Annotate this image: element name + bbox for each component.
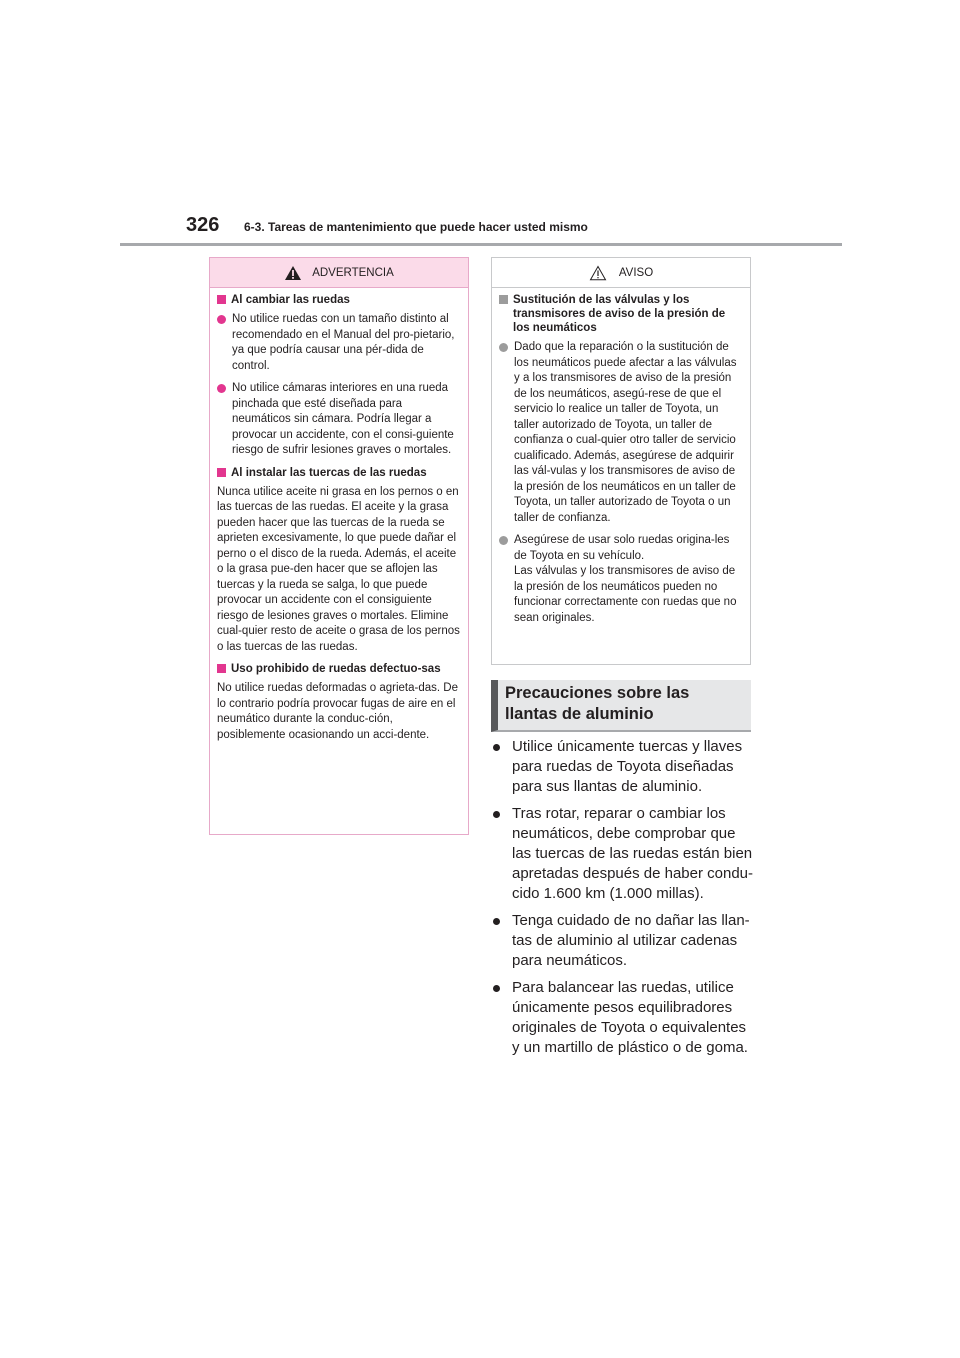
round-bullet-icon — [493, 811, 500, 818]
warning-subheading-2: Al instalar las tuercas de las ruedas — [217, 466, 460, 480]
list-item: Tras rotar, reparar o cambiar los neumáticos, debe comprobar que las tuercas de las ruedas están bien apretadas después de haber condu-cido 1.600 km (1.000 millas). — [491, 804, 753, 904]
section-list — [491, 737, 753, 1065]
warning-paragraph-2: Nunca utilice aceite ni grasa en los pernos o en las tuercas de las ruedas. El aceite y la grasa pueden hacer que las tuercas de la rueda se aprieten excesivamente, lo que puede dañar el perno o el disco de la rueda. Además, el aceite o la grasa pue-den hacer que se aflojen las tuercas y la rueda se salga, lo que puede provocar un accidente con el consiguiente riesgo de lesiones graves o mortales. Elimine cual-quier resto de aceite o grasa de los pernos o las tuercas de las ruedas. — [217, 485, 460, 653]
round-bullet-icon — [493, 744, 500, 751]
square-bullet-icon — [217, 468, 226, 477]
list-item: Dado que la reparación o la sustitución de los neumáticos puede afectar a las válvulas y a los transmisores de aviso de la presión de los neumáticos, asegú-rese de que el servicio lo realice un taller de Toyota, un taller autorizado de Toyota, un taller de confianza o cual-quier otro taller de servicio cualificado. Además, asegúrese de adquirir las vál-vulas y los transmisores de aviso de la presión de los neumáticos en un taller de Toyota, un taller autorizado de Toyota o un taller de confianza. — [499, 340, 742, 526]
list-item: Utilice únicamente tuercas y llaves para ruedas de Toyota diseñadas para sus llantas de aluminio. — [491, 737, 753, 797]
notice-title: AVISO — [618, 266, 654, 279]
warning-subheading-3: Uso prohibido de ruedas defectuo-sas — [217, 662, 460, 676]
header-rule — [120, 243, 842, 246]
notice-bullet-2-line-1: Asegúrese de usar solo ruedas origina-les de Toyota en su vehículo. — [514, 534, 730, 562]
warning-triangle-icon — [284, 265, 302, 281]
section-title: Precauciones sobre las llantas de aluminio — [491, 680, 751, 732]
round-bullet-icon — [493, 985, 500, 992]
notice-box — [491, 257, 751, 665]
round-bullet-icon — [217, 384, 226, 393]
list-item: No utilice cámaras interiores en una rueda pinchada que esté diseñada para neumáticos sin cámara. Podría llegar a provocar un accidente, con el consi-guiente riesgo de sufrir lesiones graves o mortales. — [217, 381, 460, 459]
warning-box — [209, 257, 469, 835]
square-bullet-icon — [499, 295, 508, 304]
warning-subheading-1: Al cambiar las ruedas — [217, 293, 460, 307]
round-bullet-icon — [499, 536, 508, 545]
warning-header — [210, 258, 468, 288]
round-bullet-icon — [499, 343, 508, 352]
list-item: No utilice ruedas con un tamaño distinto al recomendado en el Manual del pro-pietario, ya que podría causar una pér-dida de control. — [217, 312, 460, 374]
round-bullet-icon — [217, 315, 226, 324]
notice-subheading-1: Sustitución de las válvulas y los transmisores de aviso de la presión de los neumáticos — [499, 293, 742, 335]
list-item — [499, 533, 742, 626]
notice-header — [492, 258, 750, 288]
page-number: 326 — [186, 214, 220, 236]
notice-bullet-2-line-2: Las válvulas y los transmisores de aviso de la presión de los neumáticos pueden no funcionar correctamente con ruedas que no sean originales. — [514, 565, 737, 624]
list-item: Tenga cuidado de no dañar las llan-tas de aluminio al utilizar cadenas para neumáticos. — [491, 911, 753, 971]
notice-triangle-icon — [589, 265, 607, 281]
round-bullet-icon — [493, 918, 500, 925]
square-bullet-icon — [217, 664, 226, 673]
square-bullet-icon — [217, 295, 226, 304]
list-item: Para balancear las ruedas, utilice únicamente pesos equilibradores originales de Toyota o equivalentes y un martillo de plástico o de goma. — [491, 978, 753, 1058]
warning-paragraph-3: No utilice ruedas deformadas o agrieta-das. De lo contrario podría provocar fugas de aire en el neumático durante la conduc-ción, posiblemente ocasionando un acci-dente. — [217, 682, 458, 741]
section-header: 6-3. Tareas de mantenimiento que puede hacer usted mismo — [244, 220, 588, 234]
warning-title: ADVERTENCIA — [312, 266, 394, 279]
